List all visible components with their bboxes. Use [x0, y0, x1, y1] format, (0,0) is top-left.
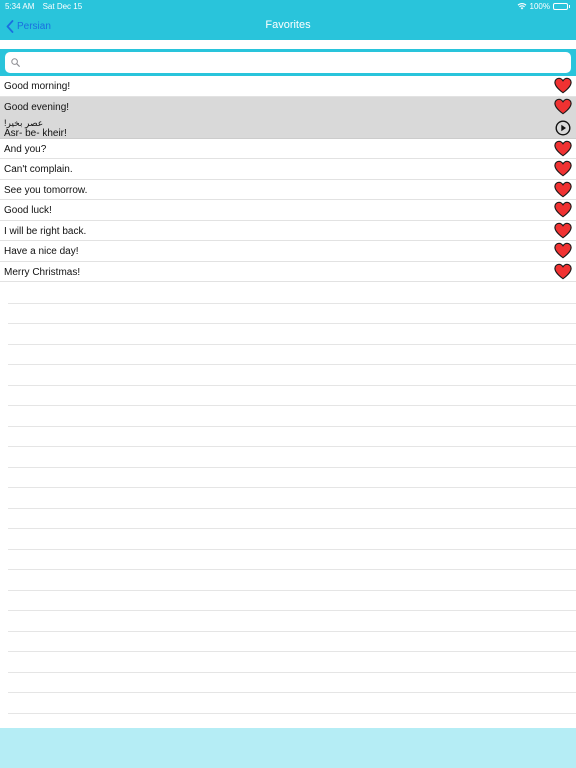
- phrase-text: Good morning!: [4, 81, 71, 92]
- empty-separator: [8, 488, 576, 509]
- empty-separator: [8, 324, 576, 345]
- empty-separator: [8, 365, 576, 386]
- status-bar: [0, 0, 576, 12]
- favorites-list: [0, 76, 576, 282]
- play-circle-icon[interactable]: [555, 120, 571, 136]
- status-left: [5, 2, 88, 11]
- status-time: 5:34 AM: [5, 1, 35, 11]
- battery-percent: 100%: [529, 1, 550, 11]
- heart-icon[interactable]: [554, 201, 572, 218]
- empty-separator: [8, 529, 576, 550]
- phrase-row[interactable]: [0, 262, 576, 283]
- empty-separator: [8, 427, 576, 448]
- heart-icon[interactable]: [554, 160, 572, 177]
- phrase-row[interactable]: [0, 200, 576, 221]
- heart-icon[interactable]: [554, 242, 572, 259]
- search-input[interactable]: [24, 57, 571, 68]
- page-title: Favorites: [265, 19, 311, 31]
- phrase-row-selected[interactable]: [0, 97, 576, 139]
- wifi-icon: [517, 2, 527, 10]
- phrase-row[interactable]: [0, 180, 576, 201]
- empty-separator: [8, 591, 576, 612]
- heart-icon[interactable]: [554, 140, 572, 157]
- heart-icon[interactable]: [554, 222, 572, 239]
- magnifier-icon: [11, 58, 20, 67]
- bottom-banner-area: [0, 728, 576, 768]
- phrase-text: Good evening!: [4, 101, 70, 113]
- phrase-native-text: عصر بخیر!: [4, 117, 44, 128]
- empty-separator: [8, 550, 576, 571]
- heart-icon[interactable]: [554, 181, 572, 198]
- heart-icon[interactable]: [554, 98, 572, 115]
- search-bar: [0, 49, 576, 76]
- phrase-text: And you?: [4, 143, 47, 155]
- phrase-text: I will be right back.: [4, 225, 87, 237]
- phrase-row[interactable]: [0, 159, 576, 180]
- empty-separator: [8, 304, 576, 325]
- empty-separator: [8, 693, 576, 714]
- phrase-text: See you tomorrow.: [4, 184, 88, 196]
- empty-separator: [8, 509, 576, 530]
- empty-separator: [8, 345, 576, 366]
- search-field[interactable]: [5, 52, 571, 73]
- navigation-bar: [0, 12, 576, 40]
- status-right: [517, 2, 568, 11]
- back-button-label: Persian: [17, 20, 51, 32]
- empty-separator: [8, 673, 576, 694]
- status-date: Sat Dec 15: [42, 1, 83, 11]
- empty-separator: [8, 652, 576, 673]
- battery-icon: [553, 3, 568, 10]
- empty-separator: [8, 632, 576, 653]
- phrase-row[interactable]: [0, 76, 576, 97]
- phrase-row[interactable]: [0, 241, 576, 262]
- phrase-transliteration: Asr- be- kheir!: [4, 127, 67, 139]
- phrase-text: Can't complain.: [4, 164, 73, 175]
- empty-separator: [8, 386, 576, 407]
- phrase-text: Merry Christmas!: [4, 266, 81, 278]
- empty-separator: [8, 447, 576, 468]
- phrase-row[interactable]: [0, 221, 576, 242]
- phrase-text: Good luck!: [4, 205, 52, 216]
- empty-separator: [8, 406, 576, 427]
- empty-separator: [8, 468, 576, 489]
- phrase-text: Have a nice day!: [4, 246, 79, 257]
- empty-separator: [8, 283, 576, 304]
- phrase-row[interactable]: [0, 139, 576, 160]
- empty-separator: [8, 570, 576, 591]
- empty-separator: [8, 611, 576, 632]
- heart-icon[interactable]: [554, 263, 572, 280]
- empty-list-area: [8, 283, 576, 723]
- heart-icon[interactable]: [554, 77, 572, 94]
